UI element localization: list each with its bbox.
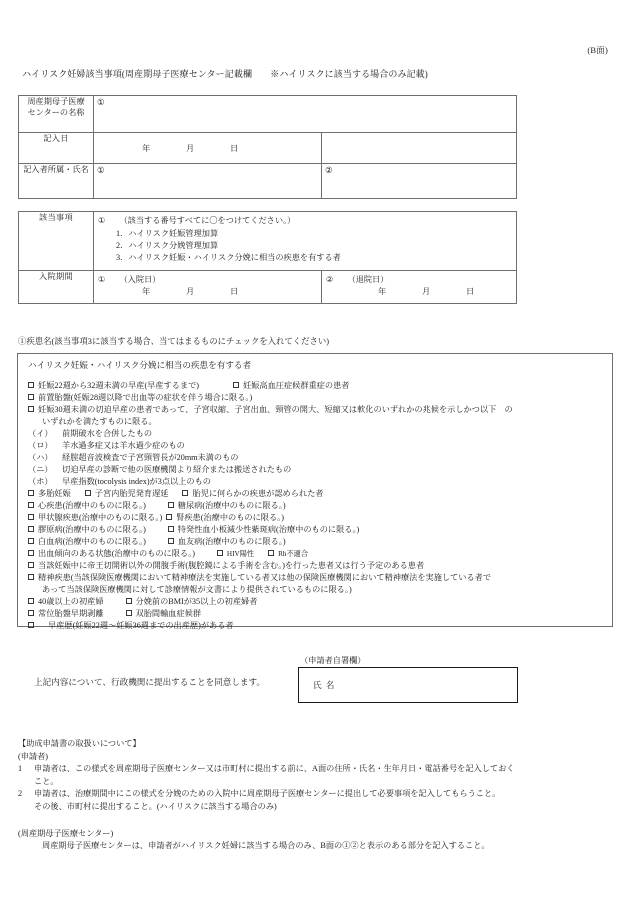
center-name-label — [19, 96, 94, 133]
checklist-item-label: 心疾患(治療中のものに限る。) — [38, 501, 146, 510]
footer-group-applicant: (申請者) — [18, 751, 49, 761]
checklist-subitem-row — [28, 476, 606, 488]
discharge-date-field[interactable] — [322, 271, 517, 304]
table-row — [19, 133, 517, 164]
checklist-row — [28, 608, 606, 620]
checklist-item-label: 妊娠30週未満の切迫早産の患者であって、子宮収縮、子宮出血、頸管の開大、短縮又は軟化のいずれかの兆候を示しかつ以下 の — [38, 405, 513, 414]
marker-1: ① — [97, 165, 105, 175]
day-unit: 日 — [230, 144, 239, 153]
checklist-row — [28, 488, 606, 500]
checklist-row — [28, 572, 606, 584]
document-title: ハイリスク妊婦該当事項(周産期母子医療センター記載欄 ※ハイリスクに該当する場合のみ記載) — [22, 69, 428, 79]
roman-marker: （ホ） — [28, 477, 53, 486]
checklist-item-label: 双胎間輸血症候群 — [135, 609, 202, 618]
checkbox-icon[interactable] — [28, 526, 34, 532]
checklist-item-label-cont: いずれかを満たすものに限る。 — [42, 417, 157, 426]
footer-group-center-text: 周産期母子医療センターは、申請者がハイリスク妊婦に該当する場合のみ、B面の①②と表示のある部分を記入すること。 — [42, 841, 490, 851]
checkbox-icon[interactable] — [28, 538, 34, 544]
page-side-label: (B面) — [587, 45, 608, 55]
checkbox-icon[interactable] — [28, 502, 34, 508]
checkbox-icon[interactable] — [85, 490, 91, 496]
checklist-row — [28, 620, 606, 632]
applicable-items-label: 該当事項 — [19, 212, 94, 271]
footer-item-text: 申請者は、治療期間中にこの様式を分娩のための入院中に周産期母子医療センターに提出して必要事項を記入してもらうこと。 — [34, 789, 501, 799]
checklist-row — [28, 548, 606, 560]
checkbox-icon[interactable] — [28, 550, 34, 556]
checkbox-icon[interactable] — [28, 574, 34, 580]
checklist-item-label: 膠原病(治療中のものに限る。) — [38, 525, 146, 534]
checklist-item-label: HIV陽性 — [226, 550, 255, 558]
checkbox-icon[interactable] — [168, 526, 174, 532]
checklist-row-continuation — [28, 416, 606, 428]
checklist-row — [28, 596, 606, 608]
footer-item-1-continuation: こと。 — [34, 776, 59, 786]
disease-checklist — [28, 380, 606, 632]
checkbox-icon[interactable] — [28, 598, 34, 604]
hospitalization-period-label: 入院期間 — [19, 271, 94, 304]
checklist-row — [28, 560, 606, 572]
roman-marker: （ハ） — [28, 453, 53, 462]
checkbox-icon[interactable] — [182, 490, 188, 496]
checklist-subitem-row — [28, 464, 606, 476]
checkbox-icon[interactable] — [168, 502, 174, 508]
checklist-row — [28, 536, 606, 548]
checklist-item-label-cont: あって当該保険医療機関に対して診療情報が文書により提供されているものに限る。) — [42, 585, 352, 594]
checklist-row — [28, 380, 606, 392]
checklist-item-label: 常位胎盤早期剥離 — [38, 609, 104, 618]
checkbox-icon[interactable] — [268, 550, 274, 556]
checkbox-icon[interactable] — [126, 610, 132, 616]
writer-label: 記入者所属・氏名 — [19, 164, 94, 199]
applicable-items-table — [18, 211, 517, 304]
footer-item-text: 申請者は、この様式を周産期母子医療センター又は市町村に提出する前に、A面の住所・氏名・生年月日・電話番号を記入しておく — [34, 764, 515, 774]
checklist-row — [28, 404, 606, 416]
month-unit: 月 — [186, 287, 195, 296]
checklist-item-label: 白血病(治療中のものに限る。) — [38, 537, 146, 546]
disease-section-heading: ①疾患名(該当事項3に該当する場合、当てはまるものにチェックを入れてください) — [18, 337, 330, 346]
checkbox-icon[interactable] — [28, 406, 34, 412]
disease-box-title: ハイリスク妊娠・ハイリスク分娩に相当の疾患を有する者 — [28, 360, 252, 370]
checklist-row — [28, 512, 606, 524]
checkbox-icon[interactable] — [28, 514, 34, 520]
checklist-item-label: 糖尿病(治療中のものに限る。) — [177, 501, 286, 510]
roman-marker: （ニ） — [28, 465, 53, 474]
checklist-item-label: 妊娠高血圧症候群重症の患者 — [243, 381, 350, 390]
checklist-item-label: 早産歴(妊娠22週～妊娠36週までの出産歴)がある者 — [48, 621, 234, 630]
applicable-option[interactable]: 1．ハイリスク妊娠管理加算 — [116, 229, 219, 238]
checklist-subitem-row — [28, 452, 606, 464]
admission-date-title: （入院日） — [119, 275, 161, 284]
checklist-row — [28, 392, 606, 404]
signature-name-label: 氏 名 — [313, 680, 336, 690]
footer-heading: 【助成申請書の取扱いについて】 — [18, 739, 141, 748]
checkbox-icon[interactable] — [28, 562, 34, 568]
roman-marker: （ロ） — [28, 441, 53, 450]
applicable-options-list — [94, 226, 516, 267]
entry-date-field[interactable] — [94, 133, 322, 164]
entry-date-extra-field[interactable] — [322, 133, 517, 164]
checkbox-icon[interactable] — [168, 538, 174, 544]
consent-statement: 上記内容について、行政機関に提出することを同意します。 — [34, 677, 266, 687]
checklist-item-label: 甲状腺疾患(治療中のものに限る。) — [38, 513, 163, 522]
footer-group-center: (周産期母子医療センター) — [18, 828, 114, 838]
footer-item-2-continuation: その後、市町村に提出すること。(ハイリスクに該当する場合のみ) — [34, 801, 277, 811]
roman-text: 切迫早産の診断で他の医療機関より紹介または搬送されたもの — [62, 465, 292, 474]
year-unit: 年 — [142, 287, 151, 296]
footer-item-number: 2 — [18, 789, 23, 799]
center-name-label-line1: 周産期母子医療 — [27, 97, 85, 106]
roman-text: 経腟超音波検査で子宮頸管長が20mm未満のもの — [62, 453, 239, 462]
month-unit: 月 — [422, 287, 431, 296]
month-unit: 月 — [186, 144, 195, 153]
applicant-signature-note: （申請者自署欄） — [300, 656, 366, 665]
disease-checklist-box — [17, 353, 613, 630]
table-row — [19, 271, 517, 304]
checklist-item-label: 妊娠22週から32週未満の早産(早産するまで) — [38, 381, 200, 390]
table-row — [19, 212, 517, 271]
checkbox-icon[interactable] — [166, 514, 172, 520]
checklist-subitem-row — [28, 440, 606, 452]
writer-name-field[interactable] — [322, 164, 517, 199]
checklist-item-label: 腎疾患(治療中のものに限る。) — [176, 513, 284, 522]
checklist-item-label: 多胎妊娠 — [38, 489, 71, 498]
checkbox-icon[interactable] — [233, 382, 239, 388]
marker-1: ① — [98, 275, 106, 284]
marker-2: ② — [325, 165, 333, 175]
table-row — [19, 96, 517, 133]
marker-1: ① — [97, 97, 105, 107]
applicable-option[interactable]: 2．ハイリスク分娩管理加算 — [116, 241, 219, 251]
checklist-item-label: 出血傾向のある状態(治療中のものに限る。) — [38, 549, 195, 558]
marker-2: ② — [326, 275, 334, 284]
applicable-items-field[interactable] — [94, 212, 517, 271]
footer-notes — [18, 738, 618, 853]
discharge-date-title: （退院日） — [347, 275, 389, 284]
checkbox-icon[interactable] — [28, 610, 34, 616]
checklist-item-label: 特発性血小板減少性紫斑病(治療中のものに限る。) — [177, 525, 360, 534]
checkbox-icon[interactable] — [28, 382, 34, 388]
roman-text: 前期破水を合併したもの — [62, 429, 153, 438]
center-name-field[interactable] — [94, 96, 517, 133]
checklist-item-label: Rh不適合 — [278, 550, 309, 558]
center-name-label-line2: センターの名称 — [27, 108, 85, 117]
roman-text: 羊水過多症又は羊水過少症のもの — [62, 441, 185, 450]
checklist-row — [28, 500, 606, 512]
center-info-table — [18, 95, 517, 199]
entry-date-label: 記入日 — [19, 133, 94, 164]
checklist-item-label: 子宮内胎児発育遅延 — [94, 489, 169, 498]
marker-1: ① — [98, 216, 106, 225]
checklist-item-label: 分娩前のBMIが35以上の初産婦者 — [135, 597, 258, 606]
checklist-item-label: 精神疾患(当該保険医療機関において精神療法を実施している者又は他の保険医療機関において精神療法を実施している者で — [38, 573, 492, 582]
roman-marker: （イ） — [28, 429, 53, 438]
footer-item-number: 1 — [18, 764, 23, 774]
checkbox-icon[interactable] — [28, 622, 34, 628]
checklist-row — [28, 524, 606, 536]
checkbox-icon[interactable] — [126, 598, 132, 604]
checklist-subitem-row — [28, 428, 606, 440]
checklist-row-continuation — [28, 584, 606, 596]
writer-affiliation-field[interactable] — [94, 164, 322, 199]
applicable-option[interactable]: 3．ハイリスク妊娠・ハイリスク分娩に相当の疾患を有する者 — [116, 253, 341, 263]
checkbox-icon[interactable] — [217, 550, 223, 556]
day-unit: 日 — [466, 287, 475, 296]
checklist-item-label: 血友病(治療中のものに限る。) — [177, 537, 286, 546]
year-unit: 年 — [142, 144, 151, 153]
day-unit: 日 — [230, 287, 239, 296]
checkbox-icon[interactable] — [28, 394, 34, 400]
year-unit: 年 — [378, 287, 387, 296]
signature-box[interactable] — [298, 667, 518, 703]
applicable-instruction: （該当する番号すべてに〇をつけてください。） — [119, 216, 296, 225]
roman-text: 早産指数(tocolysis index)が3点以上のもの — [62, 477, 211, 486]
table-row — [19, 164, 517, 199]
checklist-item-label: 前置胎盤(妊娠28週以降で出血等の症状を伴う場合に限る。) — [38, 393, 253, 402]
footer-item-1 — [18, 763, 618, 776]
checklist-item-label: 当該妊娠中に帝王切開術以外の開腹手術(腹腔鏡による手術を含む。)を行った患者又は行う予定のある患者 — [38, 561, 425, 570]
checklist-item-label: 40歳以上の初産婦 — [38, 597, 104, 606]
checklist-item-label: 胎児に何らかの疾患が認められた者 — [192, 489, 324, 498]
admission-date-field[interactable] — [94, 271, 322, 304]
footer-item-2 — [18, 788, 618, 801]
checkbox-icon[interactable] — [28, 490, 34, 496]
